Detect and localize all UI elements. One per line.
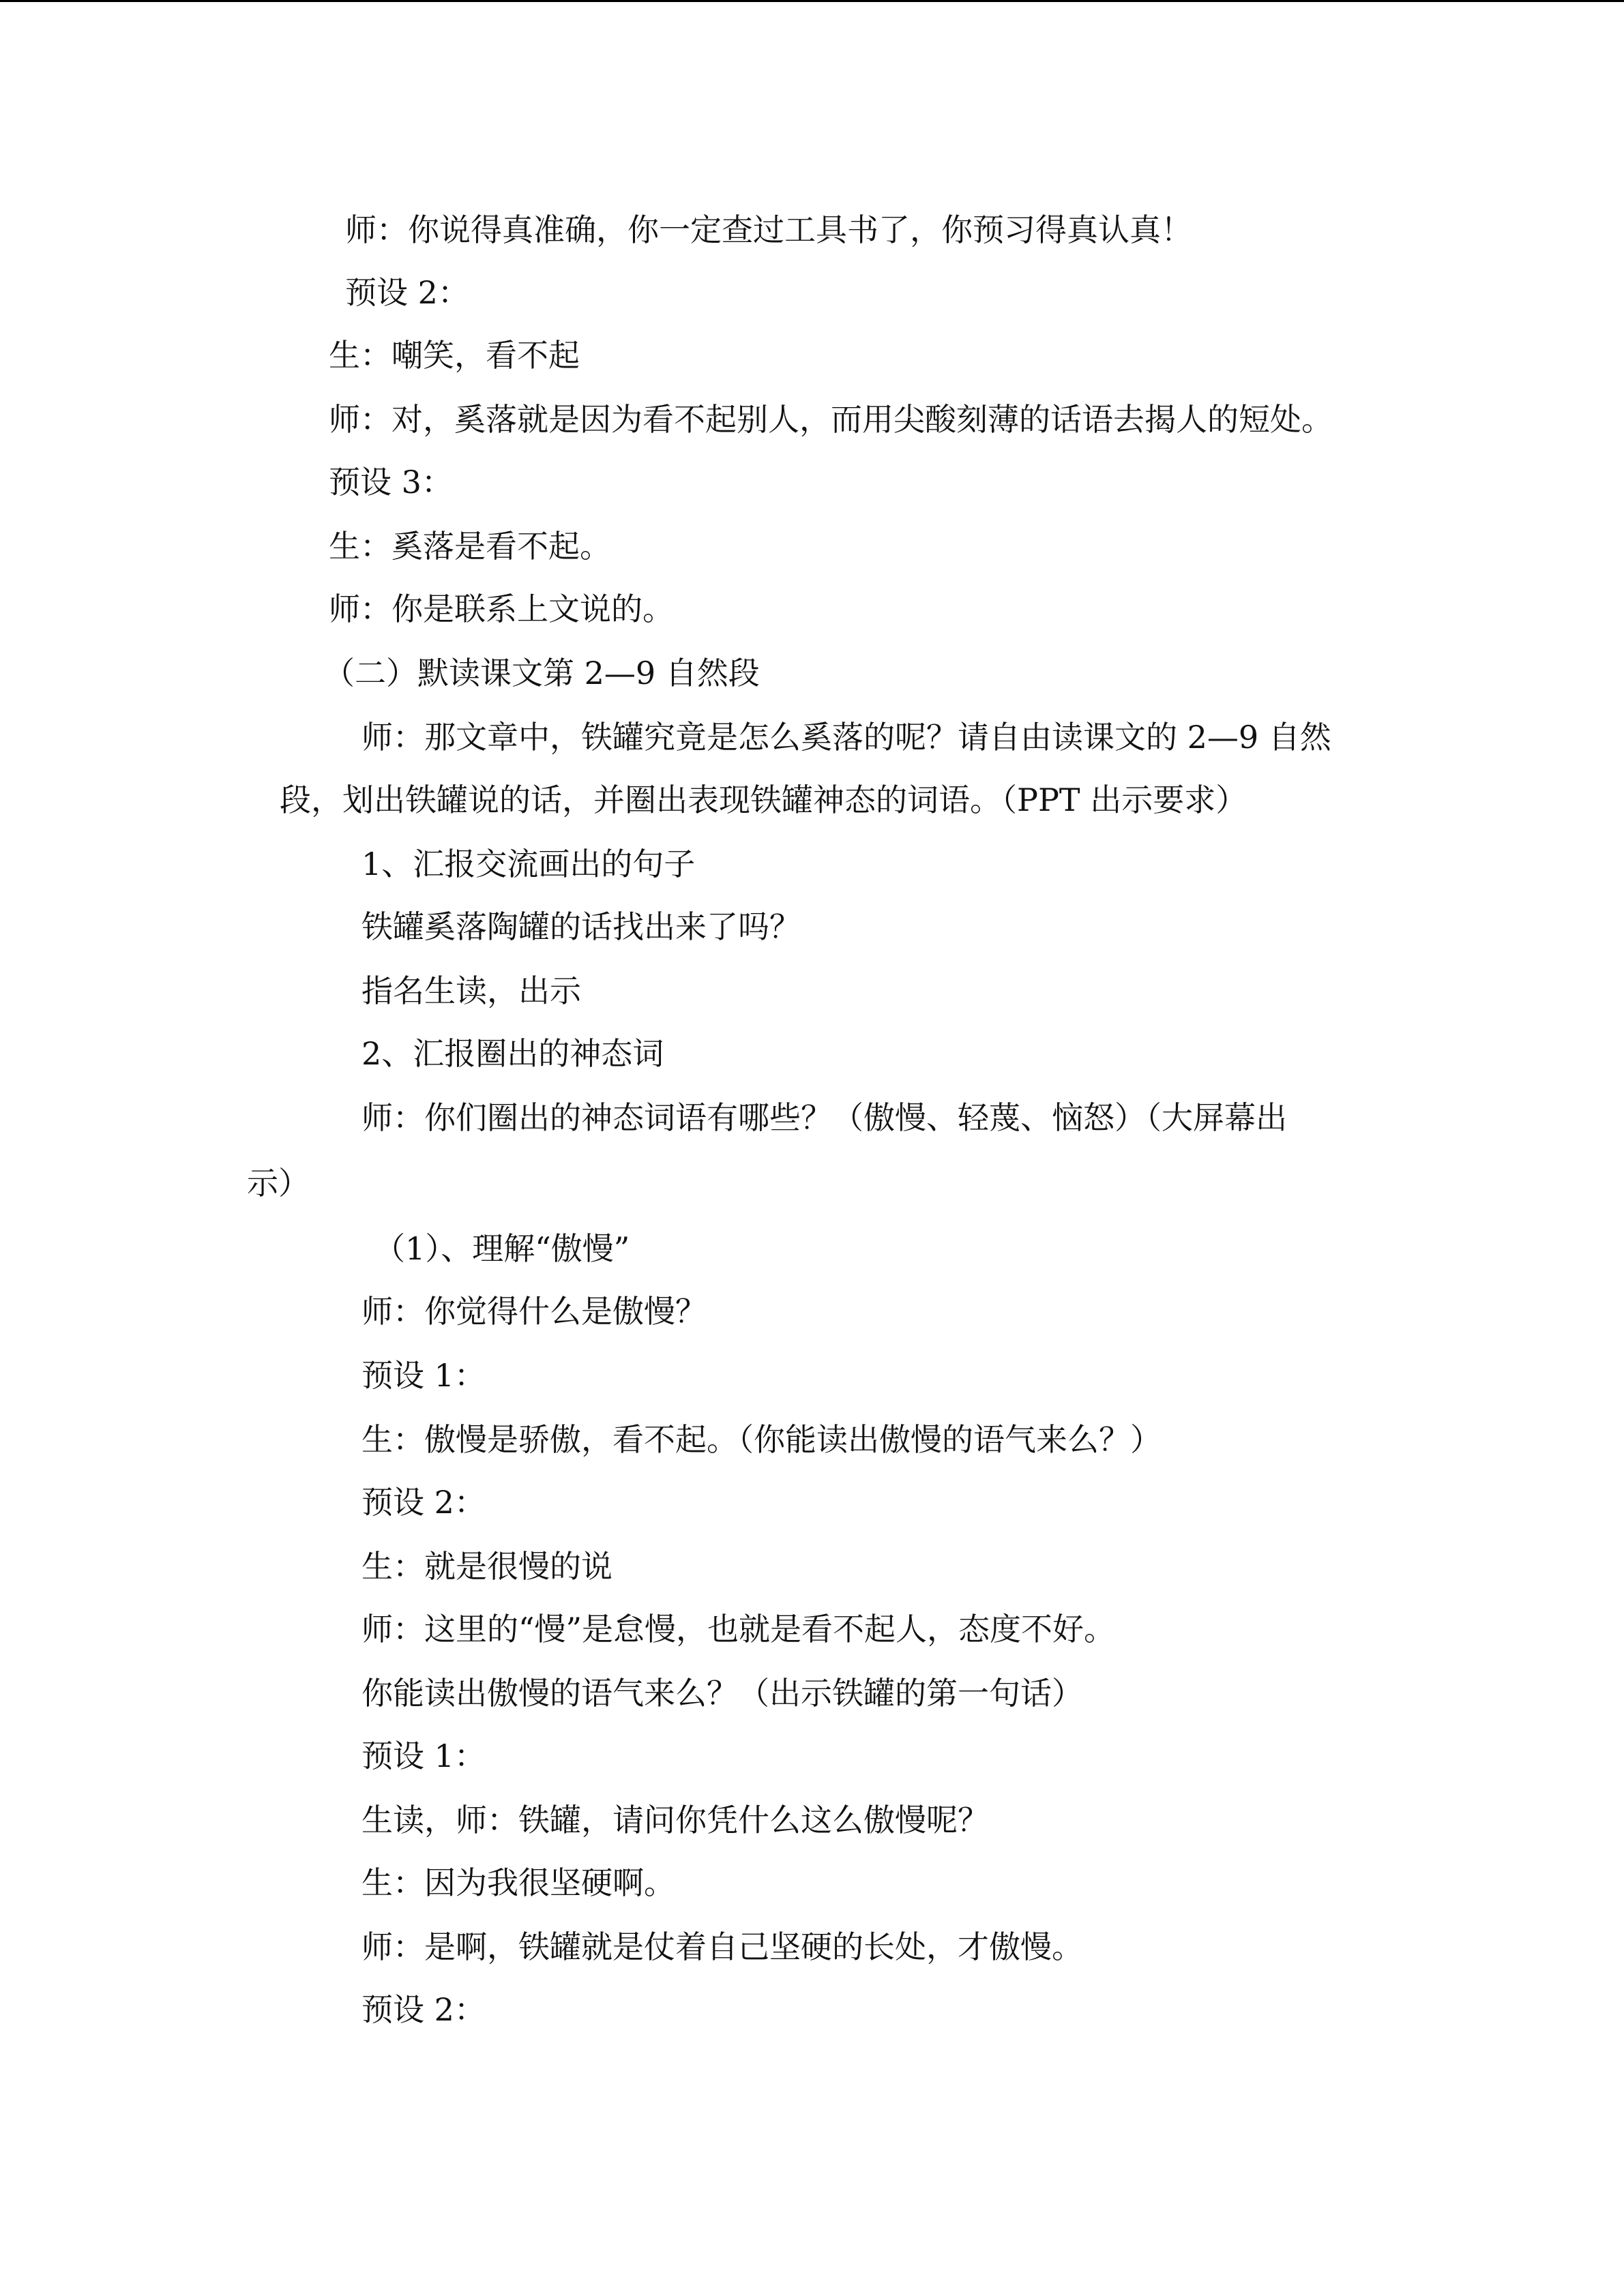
- text-line: 1、汇报交流画出的句子: [361, 846, 696, 882]
- text-line: 师：是啊，铁罐就是仗着自己坚硬的长处，才傲慢。: [361, 1928, 1083, 1965]
- text-line: 师：你是联系上文说的。: [329, 591, 674, 627]
- text-line: （1）、理解“傲慢”: [374, 1230, 630, 1267]
- text-line: 生：奚落是看不起。: [329, 528, 611, 565]
- text-line: 预设 2：: [345, 274, 469, 311]
- text-line: 生读，师：铁罐，请问你凭什么这么傲慢呢？: [361, 1802, 989, 1838]
- text-line: 师：你说得真准确，你一定查过工具书了，你预习得真认真！: [345, 211, 1192, 248]
- text-line: 预设 3：: [329, 464, 453, 501]
- text-line: 预设 2：: [361, 1484, 486, 1521]
- text-line: 你能读出傲慢的语气来么？（出示铁罐的第一句话）: [361, 1675, 1083, 1712]
- text-line: 铁罐奚落陶罐的话找出来了吗？: [361, 908, 801, 945]
- text-line: 师：你觉得什么是傲慢？: [361, 1293, 707, 1330]
- text-line: 预设 1：: [361, 1738, 486, 1774]
- text-line: 生：嘲笑，看不起: [329, 337, 580, 374]
- text-line: 预设 1：: [361, 1357, 486, 1394]
- text-line: 段，划出铁罐说的话，并圈出表现铁罐神态的词语。（PPT 出示要求）: [280, 781, 1247, 818]
- text-line: 师：这里的“慢”是怠慢，也就是看不起人，态度不好。: [361, 1611, 1116, 1648]
- text-line: 生：傲慢是骄傲，看不起。（你能读出傲慢的语气来么？）: [361, 1421, 1162, 1458]
- text-line: 生：就是很慢的说: [361, 1548, 612, 1585]
- text-line: 师：那文章中，铁罐究竟是怎么奚落的呢？请自由读课文的 2—9 自然: [361, 719, 1331, 756]
- text-line: 师：对，奚落就是因为看不起别人，而用尖酸刻薄的话语去揭人的短处。: [329, 401, 1333, 438]
- text-line: 师：你们圈出的神态词语有哪些？（傲慢、轻蔑、恼怒）（大屏幕出: [361, 1099, 1287, 1136]
- section-heading: （二）默读课文第 2—9 自然段: [323, 655, 760, 691]
- text-line: 生：因为我很坚硬啊。: [361, 1864, 675, 1901]
- text-line: 指名生读，出示: [361, 972, 581, 1009]
- text-line: 示）: [247, 1165, 310, 1202]
- text-line: 2、汇报圈出的神态词: [361, 1035, 664, 1072]
- text-line: 预设 2：: [361, 1991, 486, 2028]
